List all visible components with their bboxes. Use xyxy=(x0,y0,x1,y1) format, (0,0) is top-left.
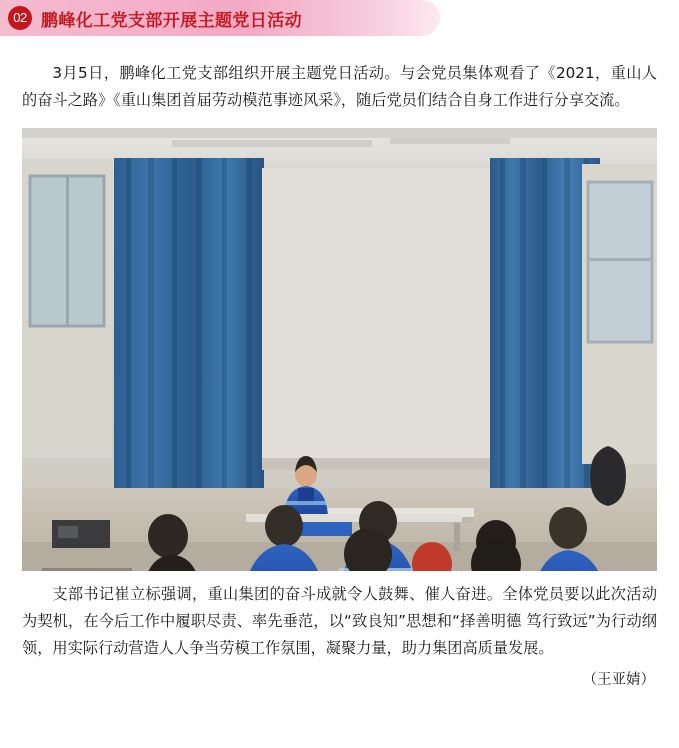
photo-container xyxy=(0,124,679,571)
meeting-photo xyxy=(22,128,657,571)
article-body-bottom xyxy=(0,571,679,662)
article-header xyxy=(0,0,679,36)
author-signature: （王亚婧） xyxy=(582,672,655,688)
article-body-top xyxy=(0,36,679,124)
paragraph-body: 支部书记崔立标强调，重山集团的奋斗成就令人鼓舞、催人奋进。全体党员要以此次活动为契机，在今后工作中履职尽责、率先垂范，以“致良知”思想和“择善明德 笃行致远”为行动纲领，用实际行动营造人人争当劳模工作氛围，凝聚力量，助力集团高质量发展。 xyxy=(22,585,657,657)
paragraph-intro: 3月5日，鹏峰化工党支部组织开展主题党日活动。与会党员集体观看了《2021，重山人的奋斗之路》《重山集团首届劳动模范事迹风采》，随后党员们结合自身工作进行分享交流。 xyxy=(22,64,657,109)
section-number-badge: 02 xyxy=(8,6,32,30)
page-title: 鹏峰化工党支部开展主题党日活动 xyxy=(41,10,302,31)
